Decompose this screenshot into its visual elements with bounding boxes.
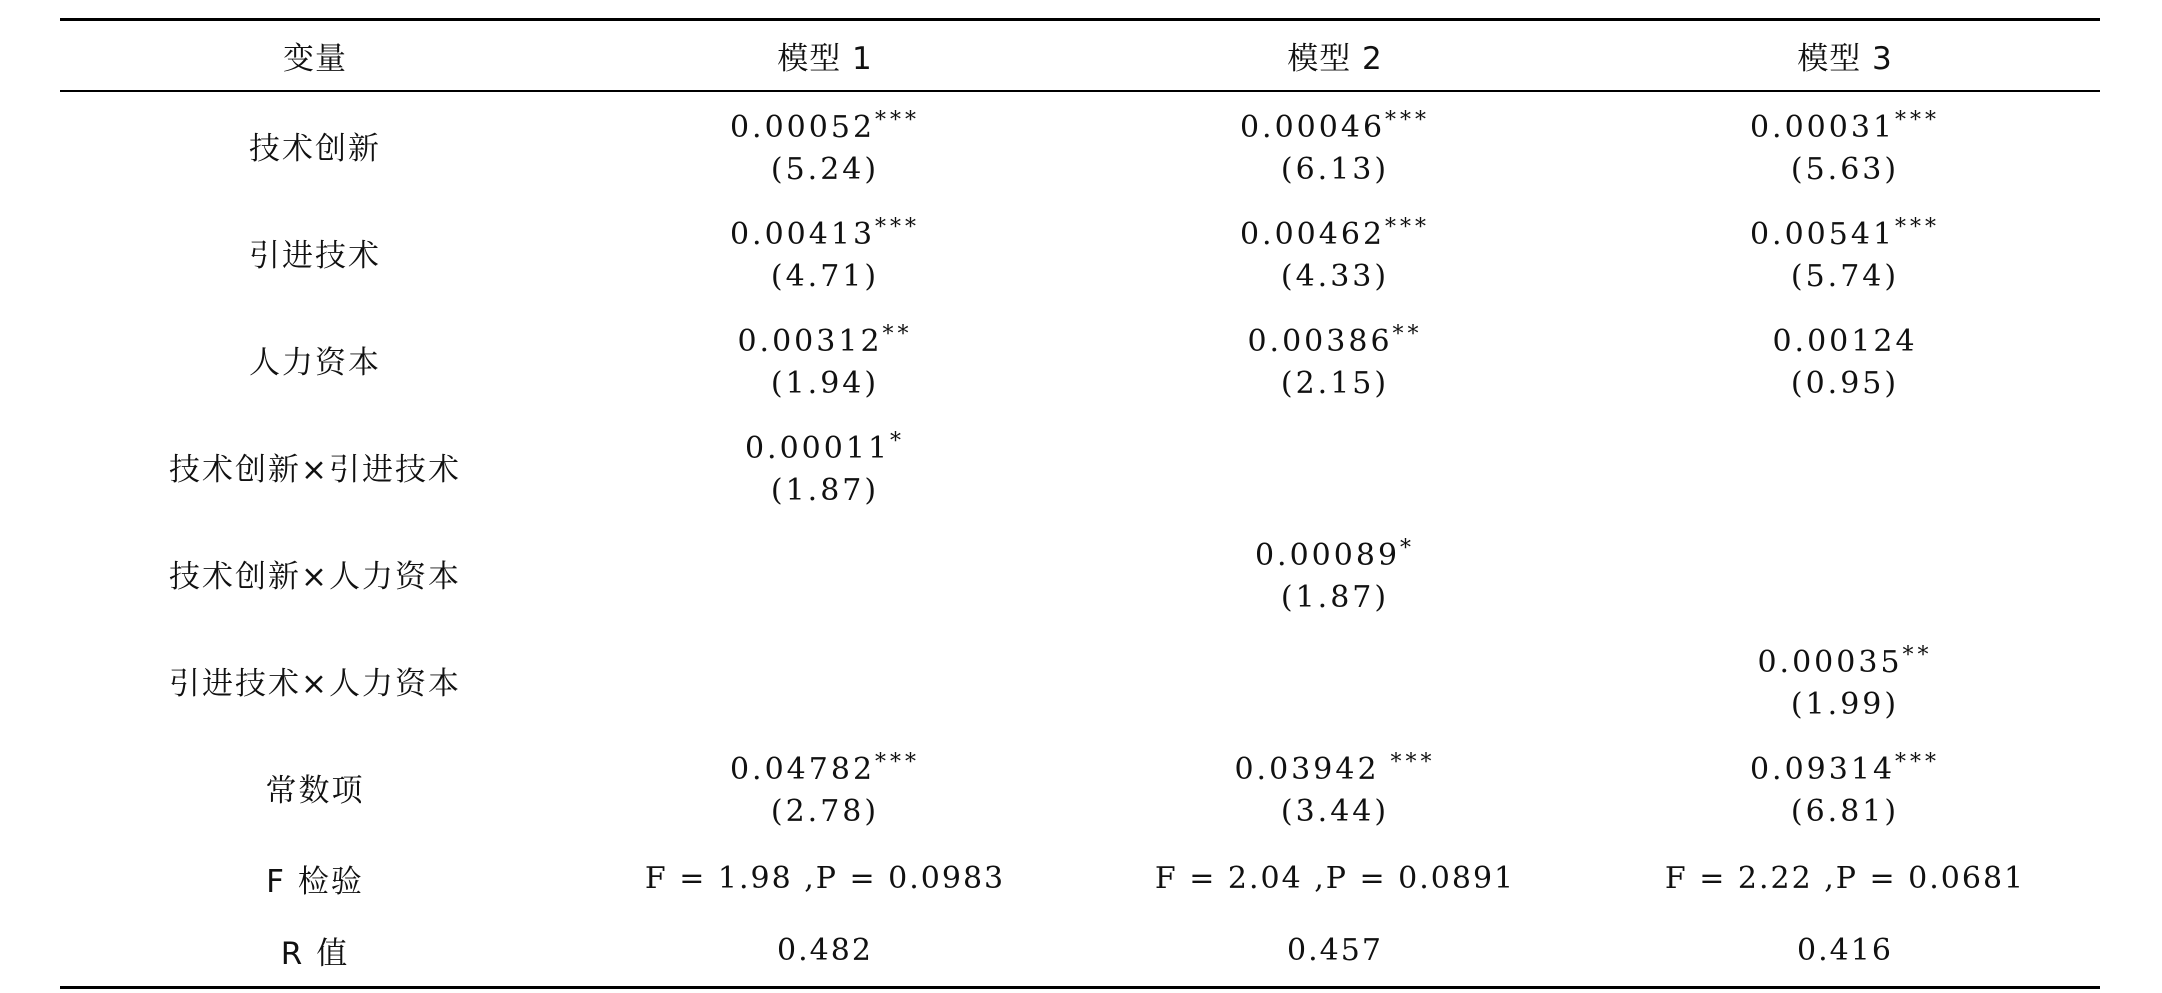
significance-stars: **: [1392, 322, 1423, 347]
coefficient-cell: [1080, 734, 1590, 841]
variable-name: 技术创新: [249, 131, 381, 167]
variable-name: 技术创新×引进技术: [169, 452, 461, 488]
t-statistic: (1.99): [1790, 687, 1900, 722]
coefficient: 0.00089*: [1254, 536, 1416, 573]
coefficient: 0.09314***: [1749, 750, 1941, 787]
variable-name: 引进技术×人力资本: [169, 666, 461, 702]
t-statistic: (5.24): [770, 152, 880, 187]
significance-stars: *: [1400, 536, 1416, 561]
coefficient-cell: [1080, 92, 1590, 199]
coefficient: 0.04782***: [729, 750, 921, 787]
coefficient-cell: [570, 734, 1080, 841]
coefficient: 0.00052***: [729, 108, 921, 145]
table-row-r-value: [60, 915, 2100, 986]
significance-stars: *: [890, 429, 906, 454]
significance-stars: ***: [875, 750, 921, 775]
empty-cell: [1080, 413, 1590, 520]
table-header: [60, 21, 2100, 90]
coefficient-cell: [1590, 627, 2100, 734]
t-statistic: (1.87): [1280, 580, 1390, 615]
coefficient: 0.00386**: [1247, 322, 1423, 359]
coefficient: 0.03942 ***: [1234, 750, 1436, 787]
variable-name: 常数项: [265, 773, 365, 809]
coefficient-cell: [570, 306, 1080, 413]
header-model-1: 模型 1: [777, 41, 873, 77]
t-statistic: (0.95): [1790, 366, 1900, 401]
table-row: [60, 92, 2100, 199]
significance-stars: ***: [1385, 108, 1431, 133]
table-row: [60, 413, 2100, 520]
coefficient: 0.00011*: [744, 429, 906, 466]
significance-stars: **: [1902, 643, 1933, 668]
coefficient: 0.00046***: [1239, 108, 1431, 145]
coefficient: 0.00312**: [737, 322, 913, 359]
t-statistic: (6.81): [1790, 794, 1900, 829]
r-value: 0.416: [1797, 933, 1893, 968]
header-variable: 变量: [283, 41, 347, 77]
variable-name: 人力资本: [249, 345, 381, 381]
coefficient-cell: [1590, 199, 2100, 306]
f-test-label: F 检验: [266, 863, 364, 900]
t-statistic: (2.15): [1280, 366, 1390, 401]
t-statistic: (1.94): [770, 366, 880, 401]
coefficient-cell: [570, 199, 1080, 306]
empty-cell: [1590, 413, 2100, 520]
r-value: 0.457: [1287, 933, 1383, 968]
coefficient: 0.00413***: [729, 215, 921, 252]
coefficient-cell: [570, 413, 1080, 520]
empty-cell: [1080, 627, 1590, 734]
variable-name: 技术创新×人力资本: [169, 559, 461, 595]
header-model-3: 模型 3: [1797, 41, 1893, 77]
table-body: [60, 92, 2100, 986]
t-statistic: (1.87): [770, 473, 880, 508]
coefficient-cell: [1080, 306, 1590, 413]
significance-stars: ***: [1895, 750, 1941, 775]
f-test-value: F = 1.98 ,P = 0.0983: [644, 860, 1006, 896]
coefficient: 0.00124: [1772, 324, 1918, 359]
table-row: [60, 520, 2100, 627]
empty-cell: [570, 520, 1080, 627]
coefficient: 0.00462***: [1239, 215, 1431, 252]
t-statistic: (5.63): [1790, 152, 1900, 187]
t-statistic: (6.13): [1280, 152, 1390, 187]
f-test-value: F = 2.04 ,P = 0.0891: [1154, 860, 1516, 896]
significance-stars: ***: [1385, 215, 1431, 240]
variable-name: 引进技术: [249, 238, 381, 274]
t-statistic: (4.33): [1280, 259, 1390, 294]
t-statistic: (2.78): [770, 794, 880, 829]
empty-cell: [1590, 520, 2100, 627]
table-bottom-rule: [60, 986, 2100, 989]
t-statistic: (4.71): [770, 259, 880, 294]
significance-stars: ***: [1895, 108, 1941, 133]
table-row: [60, 306, 2100, 413]
r-value: 0.482: [777, 933, 873, 968]
significance-stars: ***: [1895, 215, 1941, 240]
significance-stars: ***: [875, 108, 921, 133]
significance-stars: ***: [875, 215, 921, 240]
r-value-label: R 值: [280, 936, 350, 972]
coefficient-cell: [1590, 306, 2100, 413]
t-statistic: (5.74): [1790, 259, 1900, 294]
coefficient-cell: [1080, 520, 1590, 627]
significance-stars: ***: [1379, 750, 1436, 775]
f-test-value: F = 2.22 ,P = 0.0681: [1664, 860, 2026, 896]
coefficient: 0.00031***: [1749, 108, 1941, 145]
coefficient-cell: [570, 92, 1080, 199]
coefficient: 0.00035**: [1757, 643, 1933, 680]
coefficient: 0.00541***: [1749, 215, 1941, 252]
table-row: [60, 199, 2100, 306]
t-statistic: (3.44): [1280, 794, 1390, 829]
coefficient-cell: [1590, 92, 2100, 199]
table-row: [60, 627, 2100, 734]
coefficient-cell: [1590, 734, 2100, 841]
header-model-2: 模型 2: [1287, 41, 1383, 77]
table-row: [60, 734, 2100, 841]
coefficient-cell: [1080, 199, 1590, 306]
empty-cell: [570, 627, 1080, 734]
table-row-f-test: [60, 841, 2100, 915]
significance-stars: **: [882, 322, 913, 347]
